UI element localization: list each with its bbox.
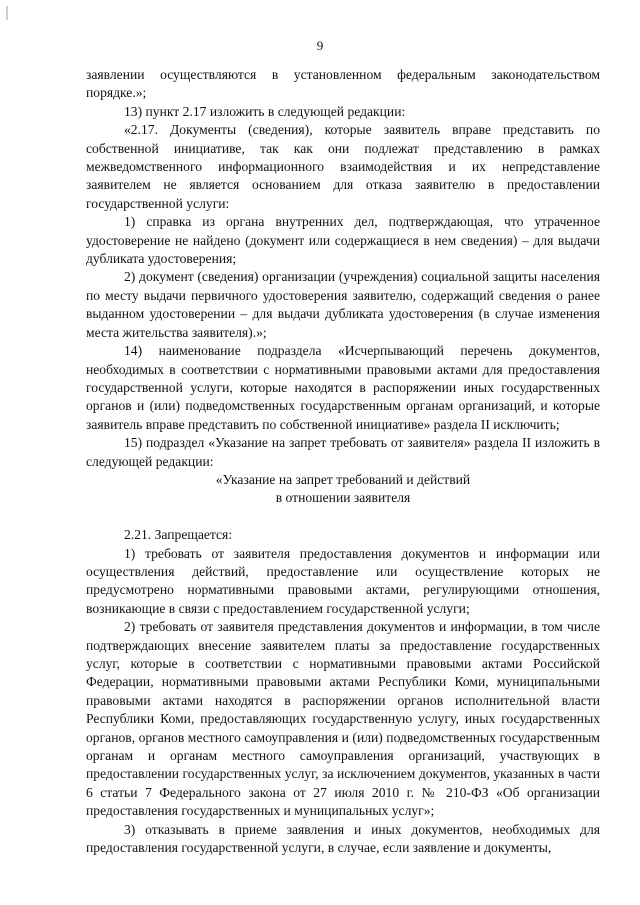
paragraph-2-21-item-1: 1) требовать от заявителя предоставления документов и информации или осуществления действий, предоставление или осуществление которых не предусмотрено нормативными правовыми актами, регулирующими отношения, возникающие в связи с предоставлением государственной услуги;: [86, 545, 600, 616]
paragraph-2-17-item-1: 1) справка из органа внутренних дел, подтверждающая, что утраченное удостоверение не найдено (документ или содержащиеся в нем сведения) – для выдачи дубликата удостоверения;: [86, 214, 600, 267]
paragraph-item-15: 15) подраздел «Указание на запрет требовать от заявителя» раздела II изложить в следующей редакции:: [86, 435, 600, 469]
paragraph-continuation: заявлении осуществляются в установленном федеральным законодательством порядке.»;: [86, 67, 600, 101]
paragraph-2-21-item-2: 2) требовать от заявителя представления документов и информации, в том числе подтверждающих внесение заявителем платы за предоставление государственных услуг, которые в соответствии с нормативными правовыми актами Российской Федерации, нормативными правовыми актами Республики Коми, муниципальными правовыми актами находятся в распоряжении органов исполнительной власти Республики Коми, предоставляющих государственную услугу, иных государственных органов, органов местного самоуправления и (или) подведомственных государственным органам и органам местного самоуправления организаций, участвующих в предоставлении государственных услуг, за исключением документов, указанных в части 6 статьи 7 Федерального закона от 27 июля 2010 г. № 210-ФЗ «Об организации предоставления государственных и муниципальных услуг»;: [86, 619, 600, 819]
document-body: [86, 66, 600, 857]
paragraph-2-21-item-3: 3) отказывать в приеме заявления и иных документов, необходимых для предоставления государственной услуги, в случае, если заявление и документы,: [86, 821, 600, 856]
section-heading-line-1: «Указание на запрет требований и действий: [215, 471, 471, 487]
paragraph-item-13: 13) пункт 2.17 изложить в следующей редакции:: [124, 103, 406, 119]
paragraph-2-17-item-2: 2) документ (сведения) организации (учреждения) социальной защиты населения по месту выдачи первичного удостоверения заявителю, содержащий сведения о ранее выданном удостоверении – для выдачи дубликата удостоверения (в случае изменения места жительства заявителя).»;: [86, 269, 600, 340]
paragraph-2-17: «2.17. Документы (сведения), которые заявитель вправе представить по собственной инициативе, так как они подлежат представлению в рамках межведомственного информационного взаимодействия и их непредставление заявителем не является основанием для отказа заявителю в предоставлении государственной услуги:: [86, 122, 600, 211]
blank-line: [86, 508, 600, 526]
scan-artifact: [6, 6, 8, 20]
page-number: 9: [316, 38, 324, 53]
section-heading-line-2: в отношении заявителя: [275, 490, 411, 506]
paragraph-item-14: 14) наименование подраздела «Исчерпывающий перечень документов, необходимых в соответствии с нормативными правовыми актами для предоставления государственной услуги, которые находятся в распоряжении иных государственных органов и (или) подведомственных государственным органам организаций, и которые заявитель вправе представить по собственной инициативе» раздела II исключить;: [86, 343, 600, 432]
paragraph-2-21: 2.21. Запрещается:: [124, 527, 233, 543]
